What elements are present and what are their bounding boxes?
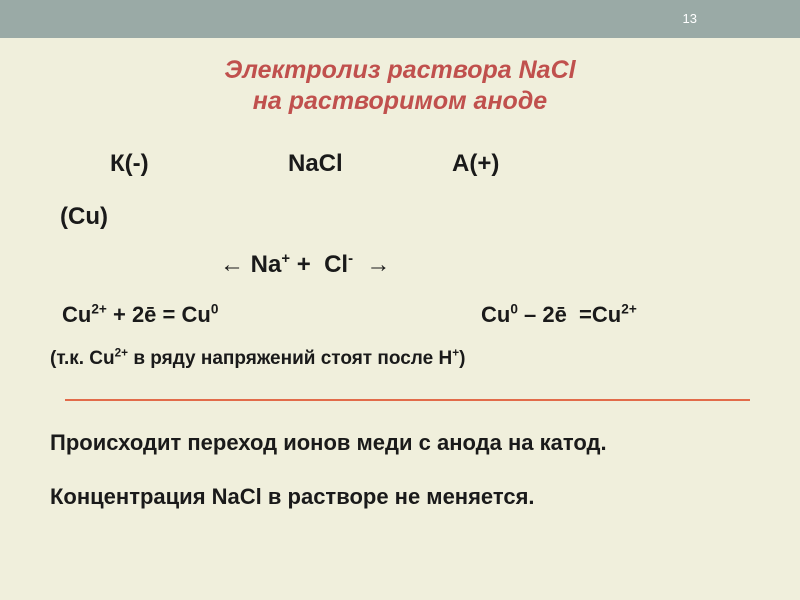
- note-body: в ряду напряжений стоят после Н: [128, 348, 453, 369]
- slide-number: 13: [682, 11, 697, 26]
- cathode-reaction-product-charge: 0: [210, 301, 219, 317]
- cathode-material: (Cu): [60, 203, 108, 230]
- sodium-ion: Na: [250, 251, 282, 278]
- slide-title: [0, 55, 800, 117]
- cathode-reaction: [62, 302, 218, 328]
- note-suffix: ): [459, 348, 466, 369]
- chloride-ion: Cl: [324, 251, 349, 278]
- anode-label: А(+): [452, 150, 500, 177]
- right-arrow-icon: →: [366, 251, 391, 278]
- note-h-charge: +: [452, 346, 460, 360]
- note-charge: 2+: [114, 346, 129, 360]
- anode-reaction-charge: 0: [510, 301, 518, 317]
- sodium-charge: +: [281, 251, 291, 267]
- conclusion-line-1: Происходит переход ионов меди с анода на катод.: [50, 430, 607, 455]
- anode-reaction: [481, 302, 637, 328]
- ion-movement: [220, 251, 390, 279]
- anode-reaction-product-charge: 2+: [621, 301, 637, 317]
- divider-line: [65, 399, 750, 401]
- top-bar: [0, 0, 800, 38]
- explanation-note: [50, 348, 465, 370]
- cathode-reaction-cu: Cu: [62, 302, 92, 327]
- note-prefix: (т.к. Cu: [50, 348, 115, 369]
- conclusion-line-2: Концентрация NaCl в растворе не меняется.: [50, 484, 535, 509]
- title-line-2: на растворимом аноде: [252, 87, 548, 115]
- title-line-1: Электролиз раствора NaCl: [224, 56, 576, 84]
- anode-reaction-body: – 2ē =Cu: [517, 302, 622, 327]
- left-arrow-icon: ←: [220, 251, 244, 278]
- electrolyte-label: NaCl: [288, 150, 343, 177]
- chloride-charge: -: [348, 251, 354, 267]
- cathode-reaction-charge: 2+: [91, 301, 107, 317]
- plus-sign: +: [296, 251, 311, 278]
- cathode-reaction-body: + 2ē = Cu: [106, 302, 211, 327]
- anode-reaction-cu: Cu: [481, 302, 511, 327]
- cathode-label: К(-): [110, 150, 149, 177]
